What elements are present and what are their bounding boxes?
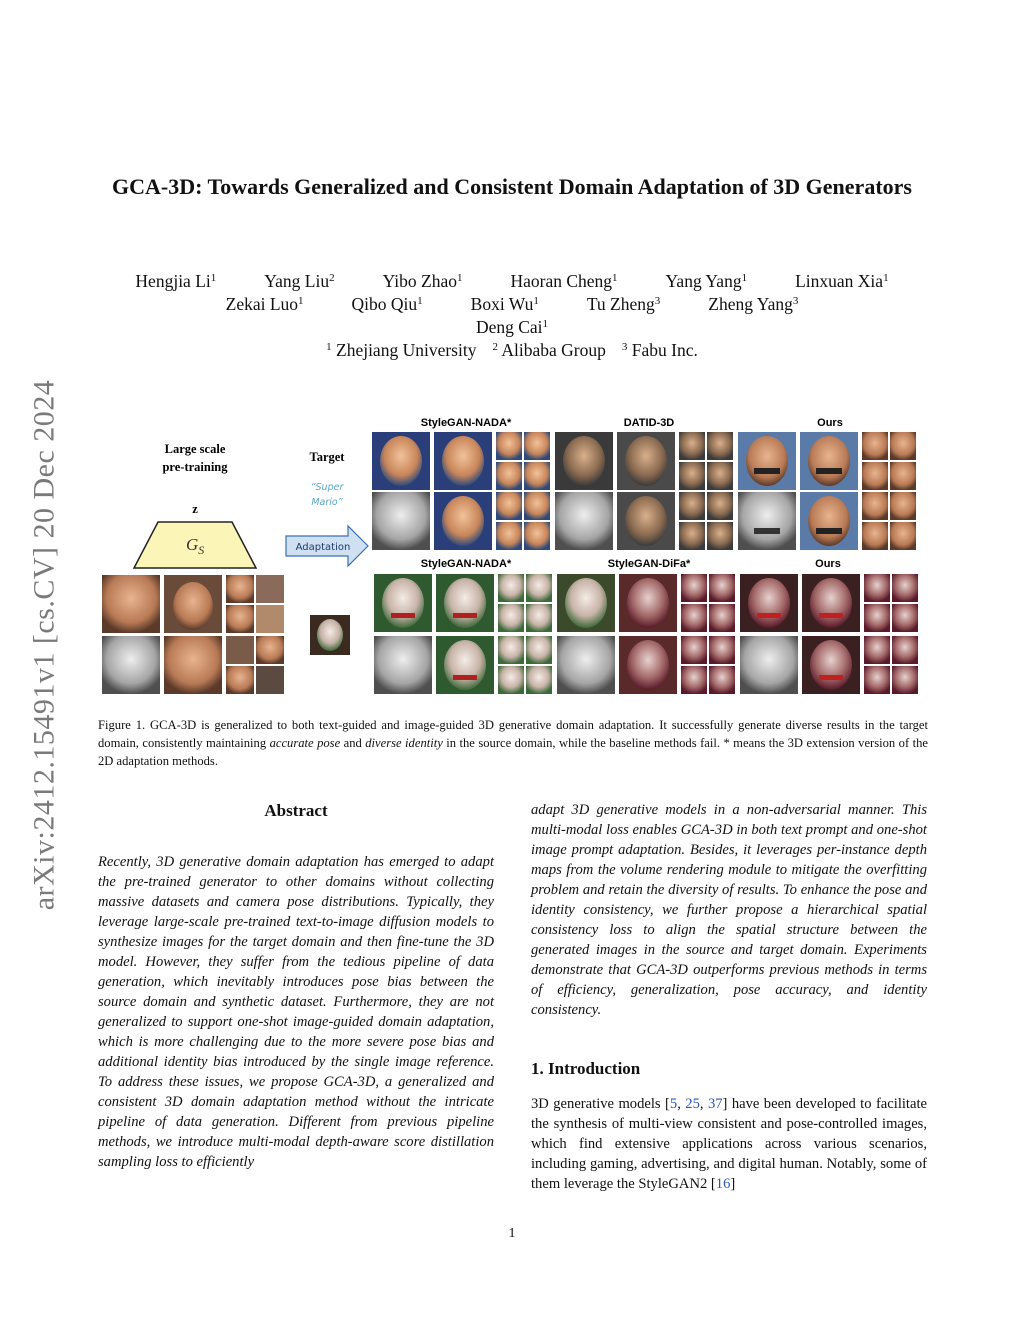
citation-link[interactable]: 16 (715, 1176, 731, 1192)
affiliation: $^3$ Fabu Inc. (621, 340, 698, 360)
header-ours-top: Ours (817, 417, 843, 429)
header-stylegan-nada-bottom: StyleGAN-NADA* (420, 558, 512, 570)
author: Haoran Cheng$^1$ (510, 271, 618, 291)
author-block (100, 270, 924, 362)
author-line-1 (100, 270, 924, 293)
left-column (98, 800, 494, 1172)
left-title-line-1: Large scale (164, 442, 226, 456)
abstract-continued: adapt 3D generative models in a non-adversarial manner. This multi-modal loss enables GCA-3D in both text prompt and one-shot image prompt adaptation. Besides, it leverages per-instance depth maps from the volume rendering module to mitigate the overfitting problem and retain the diversity of results. To enhance the pose and identity consistency, we further propose a hierarchical spatial consistency loss to align the spatial structure between the generated images in the source and target domain. Experiments demonstrate that GCA-3D outperforms previous methods in terms of efficiency, generalization, pose accuracy, and identity consistency. (531, 802, 927, 1018)
left-title-line-2: pre-training (162, 460, 228, 474)
affiliation: $^1$ Zhejiang University (326, 340, 477, 360)
abstract-body: Recently, 3D generative domain adaptation has emerged to adapt the pre-trained generator to other domains without collecting massive datasets and camera pose distributions. Typically, they leverage large-scale pre-trained text-to-image diffusion models to synthesize images for the target domain and then fine-tune the 3D model. However, they suffer from the tedious pipeline of data generation, which inevitably introduces pose bias between the source domain and synthetic dataset. Furthermore, they are not generalized to support one-shot image-guided domain adaptation, which is more challenging due to the more severe pose bias and additional identity bias introduced by the single image reference. To address these issues, we propose GCA-3D, a generalized and consistent 3D domain adaptation method without the intricate pipeline of data generation. Different from previous pipeline methods, we introduce multi-modal depth-aware score distillation sampling loss to efficiently (98, 854, 494, 1170)
header-datid-3d: DATID-3D (623, 417, 675, 429)
author-line-2 (100, 293, 924, 316)
figure-1 (98, 410, 928, 700)
paper-title: GCA-3D: Towards Generalized and Consistent Domain Adaptation of 3D Generators (112, 174, 912, 199)
header-stylegan-difa: StyleGAN-DiFa* (607, 558, 691, 570)
arxiv-stamp (28, 350, 60, 940)
source-faces (102, 575, 284, 694)
results-grid-top (372, 432, 916, 550)
author: Yang Liu$^2$ (264, 271, 335, 291)
affiliations (100, 339, 924, 362)
author: Qibo Qiu$^1$ (351, 294, 423, 314)
target-label: Target (309, 450, 345, 464)
author: Zekai Luo$^1$ (225, 294, 304, 314)
author: Zheng Yang$^3$ (708, 294, 799, 314)
introduction-body: 3D generative models [5, 25, 37] have been developed to facilitate the synthesis of multi-view consistent and pose-controlled images, which find extensive applications across various scenarios, including gaming, advertising, and digital human. Notably, some of them leverage the StyleGAN2 [16] (531, 1096, 927, 1192)
affiliation: $^2$ Alibaba Group (492, 340, 606, 360)
adaptation-label: Adaptation (295, 542, 351, 553)
results-grid-bottom (374, 574, 918, 694)
author: Yang Yang$^1$ (665, 271, 748, 291)
author: Tu Zheng$^3$ (586, 294, 661, 314)
header-stylegan-nada-top: StyleGAN-NADA* (420, 417, 512, 429)
target-prompt-line-1: “Super (310, 482, 344, 493)
abstract-heading: Abstract (264, 801, 328, 820)
arxiv-stamp-text: arXiv:2412.15491v1 [cs.CV] 20 Dec 2024 (27, 379, 60, 911)
citation-link[interactable]: 37 (707, 1096, 723, 1112)
introduction-heading: 1. Introduction (531, 1059, 641, 1078)
z-label: z (192, 502, 198, 516)
author: Deng Cai$^1$ (475, 317, 549, 337)
right-column (531, 800, 927, 1194)
author: Hengjia Li$^1$ (135, 271, 217, 291)
citation-link[interactable]: 5 (669, 1096, 678, 1112)
author: Yibo Zhao$^1$ (382, 271, 463, 291)
author: Boxi Wu$^1$ (470, 294, 539, 314)
author: Linxuan Xia$^1$ (795, 271, 889, 291)
page-number: 1 (508, 1226, 516, 1241)
citation-link[interactable]: 25 (685, 1096, 700, 1112)
figure-1-graphic (98, 410, 928, 700)
header-ours-bottom: Ours (815, 558, 841, 570)
target-prompt-line-2: Mario” (311, 497, 343, 508)
figure-caption: Figure 1. GCA-3D is generalized to both text-guided and image-guided 3D generative domain adaptation. It successfully generate diverse results in the target domain, consistently maintaining accurate pose and diverse identity in the source domain, while the baseline methods fail. * means the 3D extension version of the 2D adaptation methods. (98, 718, 928, 768)
generator-label: $G_S$ (186, 535, 205, 557)
author-line-3 (100, 316, 924, 339)
